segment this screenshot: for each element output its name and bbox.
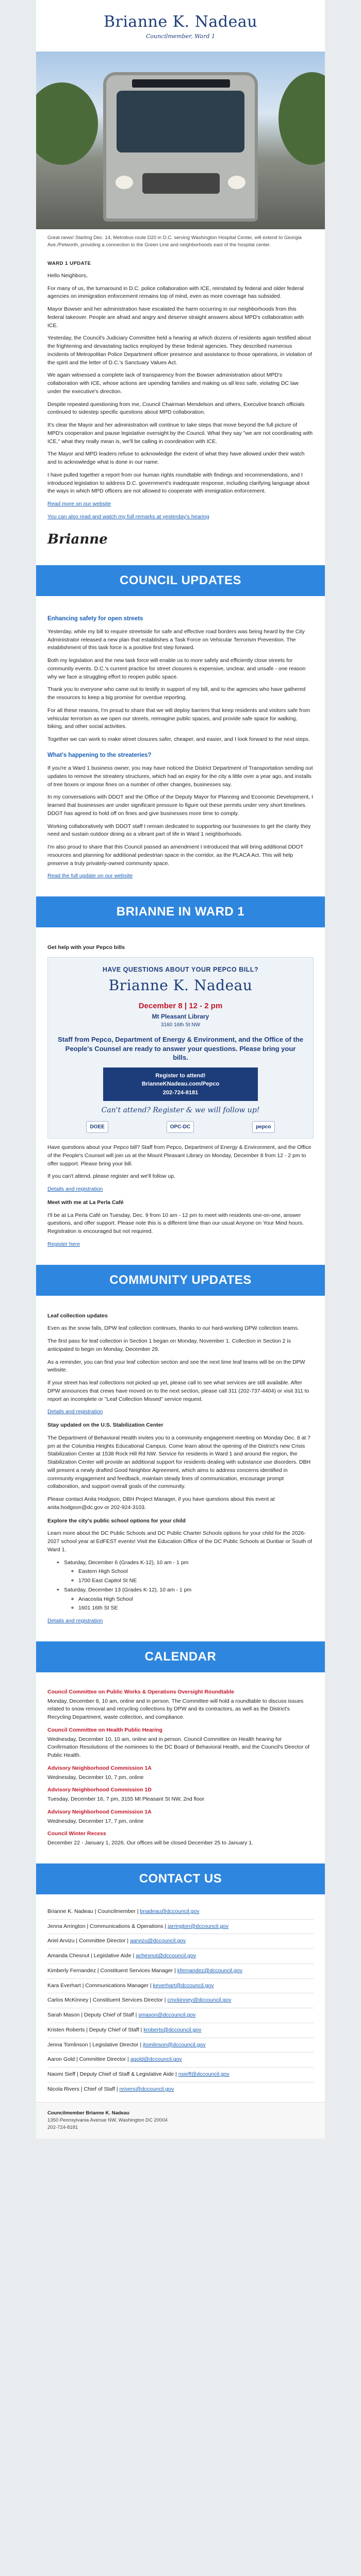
brianne-in-ward-banner: BRIANNE IN WARD 1 — [36, 896, 325, 927]
read-more-link[interactable]: Read more on our website — [47, 501, 111, 507]
ward-paragraph: I have pulled together a report from our human rights roundtable with findings and recommendations, and I introduced legislation to address D.C. government's inadequate response, including clarifying language about the ways in which MPD officers are not allowed to cooperate with immigration enforcement. — [47, 471, 310, 495]
email-link[interactable]: jarrington@dccouncil.gov — [168, 1923, 229, 1929]
ward-paragraph: We again witnessed a complete lack of transparency from the Bowser administration about MPD's collaboration with ICE, whose actions are upending families and making us all less safe, violating DC law under the executive's direction. — [47, 372, 299, 395]
ward-paragraph: Mayor Bowser and her administration have escalated the harm occurring in our neighborhoods from this federal takeover. People are afraid and angry and deserve straight answers about MPD's collaboration with ICE. — [47, 306, 304, 329]
calendar-item-body: Wednesday, December 10, 10 am, online and in person. Council Committee on Health hearing for Confirmation Resolutions of the nominees to the DC Board of Behavioral Health, and the Council's Director of Public Health. — [47, 1736, 310, 1759]
ward-paragraph: Despite repeated questioning from me, Council Chairman Mendelson and others, Executive branch officials continued to sidestep specific questions about MPD collaboration. — [47, 401, 305, 416]
newsletter-footer — [36, 2102, 325, 2139]
contact-row: Kara Everhart | Communications Manager | keverhart@dccouncil.gov — [47, 1982, 214, 1989]
paragraph: Learn more about the DC Public Schools and DC Public Charter Schools options for your child for the 2026-2027 school year at EdFEST events! Visit the Education Office of the DC Public Schools at Dunbar or South of Ward 1. — [47, 1530, 313, 1553]
calendar-item-title[interactable]: Advisory Neighborhood Commission 1D — [47, 1787, 152, 1793]
calendar-item-body: Monday, December 8, 10 am, online and in person. The Committee will hold a roundtable to discuss issues related to snow removal and recycling collections by DPW and its contractors, as well as the District's Recycling Department, waste collection, and compliance. — [47, 1698, 304, 1721]
ward-paragraph: Yesterday, the Council's Judiciary Committee held a hearing at which dozens of residents again testified about the frightening and devastating tactics employed by these federal agencies. They described numerous incidents of Metropolitan Police Department officer presence and assistance to those operations, in violation of the spirit and the letter of D.C.'s Sanctuary Values Act. — [47, 335, 312, 366]
contact-row: Carlos McKinney | Constituent Services Director | cmckinney@dccouncil.gov — [47, 1997, 232, 2004]
paragraph: I'll be at La Perla Café on Tuesday, Dec. 9 from 10 am - 12 pm to meet with residents one-on-one, answer questions, and offer support. Please note this is a different time than our usual Anyone on Your Mind hours. Registration is encouraged but not required. — [47, 1212, 304, 1235]
contact-section — [36, 1900, 325, 2102]
contact-row: Jenna Tomlinson | Legislative Director | jtomlinson@dccouncil.gov — [47, 2041, 206, 2048]
paragraph: If you're a Ward 1 business owner, you may have noticed the District Department of Transportation sending out updates to remove the streatery structures, which had an expiry for the city a little over a year ago, and installs of tree boxes or impose fines on a number of other changes, businesses say. — [47, 765, 313, 788]
greeting: Hello Neighbors, — [47, 272, 88, 279]
email-link[interactable]: bnadeau@dccouncil.gov — [140, 1908, 200, 1914]
list-item: ◦ Anacostia High School — [78, 1596, 314, 1604]
email-link[interactable]: kfernandez@dccouncil.gov — [177, 1967, 242, 1974]
register-link[interactable]: Register here — [47, 1241, 80, 1247]
contact-row: Sarah Mason | Deputy Chief of Staff | smason@dccouncil.gov — [47, 2012, 196, 2019]
section-heading: Explore the city's public school options for your child — [47, 1517, 186, 1524]
read-full-update-link[interactable]: Read the full update on our website — [47, 873, 133, 879]
details-link[interactable]: Details and registration — [47, 1186, 103, 1193]
paragraph: The first pass for leaf collection in Section 1 began on Monday, November 1. Collection in Section 2 is anticipated to begin on Monday, December 29. — [47, 1338, 291, 1352]
section-heading: Enhancing safety for open streets — [47, 615, 143, 622]
paragraph: If you can't attend, please register and we'll follow up. — [47, 1173, 175, 1180]
ward-update-label: WARD 1 UPDATE — [47, 260, 91, 266]
contact-row: Kristen Roberts | Deputy Chief of Staff | kroberts@dccouncil.gov — [47, 2026, 202, 2033]
logo-subtitle: Councilmember, Ward 1 — [145, 33, 216, 40]
contact-row: Amanda Chesnut | Legislative Aide | achesnut@dccouncil.gov — [47, 1953, 196, 1959]
ward-paragraph: The Mayor and MPD leaders refuse to acknowledge the extent of what they have allowed under their watch and to acknowledge what is done in our name. — [47, 451, 305, 465]
flyer-address: 3160 16th St NW — [160, 1022, 201, 1028]
list-item: ◦ Eastern High School — [78, 1568, 314, 1576]
doee-logo: DOEE — [86, 1121, 108, 1133]
paragraph: If your street has leaf collections not picked up yet, please call to see what services are still available. After DPW announces that crews have moved on to the next section, please call 311 (202-737-4404) or visit 311 to report an incomplete or "Leaf Collection Missed" service request. — [47, 1380, 309, 1402]
email-link[interactable]: agold@dccouncil.gov — [130, 2056, 182, 2063]
ward-update-section — [36, 249, 325, 560]
calendar-item-title[interactable]: Council Committee on Health Public Hearing — [47, 1726, 162, 1733]
flyer-description: Staff from Pepco, Department of Energy & Environment, and the Office of the People's Counsel are ready to answer your questions. Please bring your bills. — [58, 1036, 303, 1062]
paragraph: For all these reasons, I'm proud to share that we will deploy barriers that keep residents and visitors safe from vehicular terrorism as we open our streets, reimagine public spaces, and provide safe space for walking, biking, and other social activities. — [47, 707, 310, 730]
flyer-contact: BrianneKNadeau.com/Pepco — [141, 1081, 220, 1088]
community-updates-banner: COMMUNITY UPDATES — [36, 1265, 325, 1296]
contact-row: Naomi Sieff | Deputy Chief of Staff & Legislative Aide | nsieff@dccouncil.gov — [47, 2071, 229, 2078]
email-link[interactable]: nsieff@dccouncil.gov — [178, 2071, 229, 2078]
calendar-item-body: Wednesday, December 17, 7 pm, online — [47, 1818, 144, 1824]
hero-caption: Great news! Starting Dec. 14, Metrobus route D20 in D.C. serving Washington Hospital Center, will extend to Georgia Ave./Petworth, providing a connection to the Green Line and neighborhoods east of the hospital center. — [47, 235, 302, 248]
community-updates-section — [36, 1301, 325, 1636]
flyer-logo-name: Brianne K. Nadeau — [108, 976, 253, 994]
brianne-in-ward-section — [36, 933, 325, 1260]
bus-illustration — [103, 72, 258, 222]
section-heading: Leaf collection updates — [47, 1312, 108, 1319]
calendar-item-title[interactable]: Advisory Neighborhood Commission 1A — [47, 1765, 152, 1771]
newsletter-header — [36, 0, 325, 52]
footer-name: Councilmember Brianne K. Nadeau — [47, 2110, 129, 2116]
opc-logo: OPC-DC — [167, 1121, 194, 1133]
list-item: ◦ 1700 East Capitol St NE — [78, 1577, 314, 1585]
email-link[interactable]: aarvizu@dccouncil.gov — [130, 1938, 186, 1944]
calendar-item-body: December 22 - January 1, 2026. Our offices will be closed December 25 to January 1. — [47, 1840, 254, 1846]
logo-name: Brianne K. Nadeau — [103, 13, 258, 31]
email-link[interactable]: cmckinney@dccouncil.gov — [167, 1997, 232, 2004]
paragraph: Have questions about your Pepco bill? Staff from Pepco, Department of Energy & Environment, and the Office of the People's Counsel will join us at the Mount Pleasant Library on Monday, December 8 from 12 - 2 pm to offer support. Please bring your bill. — [47, 1144, 311, 1167]
paragraph: Working collaboratively with DDOT staff I remain dedicated to supporting our businesses to get the clarity they need and sustain outdoor dining as a vibrant part of life in Ward 1 neighborhoods. — [47, 823, 311, 838]
details-link[interactable]: Details and registration — [47, 1618, 103, 1624]
paragraph: In my conversations with DDOT and the Office of the Deputy Mayor for Planning and Economic Development, I learned that businesses are under significant pressure to figure out these permits under very short timelines. DDOT has agreed to hold off on fines and give businesses more time to comply. — [47, 794, 313, 817]
email-link[interactable]: kroberts@dccouncil.gov — [143, 2026, 202, 2033]
contact-row: Ariel Arvizu | Committee Director | aarvizu@dccouncil.gov — [47, 1938, 186, 1944]
ward-paragraph: For many of us, the turnaround in D.C. police collaboration with ICE, reinstated by federal and older federal agencies on immigration enforcement remains top of mind, even as more coverage has subsided. — [47, 285, 304, 300]
email-link[interactable]: keverhart@dccouncil.gov — [153, 1982, 214, 1989]
hero-image-bus — [36, 52, 325, 229]
email-link[interactable]: smason@dccouncil.gov — [138, 2012, 196, 2019]
paragraph: Together we can work to make street closures safer, cheaper, and easier, and I look forward to the next steps. — [47, 736, 310, 742]
council-updates-banner: COUNCIL UPDATES — [36, 565, 325, 596]
footer-phone: 202-724-8181 — [47, 2125, 78, 2131]
paragraph: Yesterday, while my bill to require streetside for safe and effective road borders was being heard by the City Administrator released a new plan that establishes a Task Force on Vehicular Terrorism Prevention. The establishment of this task force is a positive first step forward. — [47, 628, 305, 651]
calendar-banner: CALENDAR — [36, 1641, 325, 1672]
flyer-register: Register to attend! — [155, 1072, 206, 1079]
flyer-script: Can't attend? Register & we will follow up! — [101, 1106, 260, 1115]
councilmember-logo — [104, 10, 257, 41]
flyer-question: HAVE QUESTIONS ABOUT YOUR PEPCO BILL? — [102, 965, 259, 973]
contact-row: Brianne K. Nadeau | Councilmember | bnadeau@dccouncil.gov — [47, 1908, 200, 1914]
section-heading: Get help with your Pepco bills — [47, 944, 125, 951]
newsletter — [36, 0, 325, 2139]
calendar-item-title[interactable]: Council Committee on Public Works & Operations Oversight Roundtable — [47, 1688, 235, 1695]
section-heading: What's happening to the streateries? — [47, 752, 152, 758]
pepco-logo: pepco — [252, 1121, 274, 1133]
paragraph: I'm also proud to share that this Council passed an amendment I introduced that will bring additional DDOT resources and planning for additional pedestrian space in the corridor, as the PLACA Act. This will help preserve a truly privately-owned community space. — [47, 844, 304, 867]
section-heading: Stay updated on the U.S. Stabilization Center — [47, 1422, 163, 1429]
list-item: • Saturday, December 6 (Grades K-12), 10 am - 1 pm ◦ Eastern High School ◦ 1700 East Capitol St NE — [64, 1559, 314, 1585]
contact-row: Nicola Rivers | Chief of Staff | nrivers@dccouncil.gov — [47, 2086, 174, 2092]
paragraph: Even as the snow falls, DPW leaf collection continues, thanks to our hard-working DPW collection teams. — [47, 1325, 299, 1332]
calendar-item-body: Tuesday, December 16, 7 pm, 3155 Mt Pleasant St NW, 2nd floor — [47, 1796, 205, 1803]
paragraph: Thank you to everyone who came out to testify in support of my bill, and to the agencies who have gathered the resources to keep a big promise for overdue reporting. — [47, 686, 306, 701]
calendar-section — [36, 1677, 325, 1858]
calendar-item-title[interactable]: Advisory Neighborhood Commission 1A — [47, 1808, 152, 1815]
paragraph: Please contact Anita Hodgson, DBH Project Manager, if you have questions about this event at anita.hodgson@dc.gov or 202-924-3103. — [47, 1496, 275, 1511]
list-item: • Saturday, December 13 (Grades K-12), 10 am - 1 pm ◦ Anacostia High School ◦ 1601 16th St SE — [64, 1586, 314, 1613]
pepco-flyer — [47, 957, 314, 1139]
council-updates-section — [36, 601, 325, 892]
calendar-item-body: Wednesday, December 10, 7 pm, online — [47, 1774, 144, 1781]
contact-row: Aaron Gold | Committee Director | agold@dccouncil.gov — [47, 2056, 182, 2063]
edfest-events-list — [64, 1559, 314, 1613]
flyer-phone: 202-724-8181 — [162, 1089, 199, 1096]
ward-paragraph: It's clear the Mayor and her administration will continue to take steps that move beyond the full picture of MPD's cooperation and pause legislative oversight by the Council. What they say "we are not coordinating with ICE," what they really mean is, we'll be calling in coordination with ICE. — [47, 422, 313, 445]
paragraph: Both my legislation and the new task force will enable us to more safely and efficiently close streets for community events. D.C.'s current practice for street closures is expensive, unclear, and unsafe - one reason why we face a struggling effort to reopen public space. — [47, 657, 306, 680]
email-link[interactable]: achesnut@dccouncil.gov — [136, 1953, 196, 1959]
calendar-item-title[interactable]: Council Winter Recess — [47, 1831, 106, 1837]
paragraph: The Department of Behavioral Health invites you to a community engagement meeting on Monday Dec. 8 at 7 pm at the Columbia Heights Educational Campus. Come learn about the opening of the District's new Crisis Stabilization Center at 1538 Rock Hill Rd NW. Service for residents in Ward 1 and around the region, the Stabilization Center will provide an additional support for residents dealing with substance use disorders. DBH will present a newly drafted Good Neighbor Agreement, which aims to address concerns identified in community engagement and feedback, maintain steady lines of communication, encourage prompt collaboration, and support overall goals of the community. — [47, 1434, 311, 1490]
list-item: ◦ 1601 16th St SE — [78, 1604, 314, 1613]
partner-logos — [57, 1121, 304, 1133]
contact-row: Kimberly Fernandez | Constituent Services Manager | kfernandez@dccouncil.gov — [47, 1967, 242, 1974]
contact-banner: CONTACT US — [36, 1863, 325, 1894]
email-link[interactable]: nrivers@dccouncil.gov — [119, 2086, 174, 2092]
footer-address: 1350 Pennsylvania Avenue NW, Washington DC 20004 — [47, 2117, 168, 2123]
hearing-remarks-link[interactable]: You can also read and watch my full remarks at yesterday's hearing — [47, 513, 209, 520]
email-link[interactable]: jtomlinson@dccouncil.gov — [143, 2041, 206, 2048]
flyer-place: Mt Pleasant Library — [152, 1013, 209, 1020]
flyer-register-box[interactable] — [103, 1067, 258, 1101]
section-heading: Meet with me at La Perla Café — [47, 1199, 124, 1206]
signature: Brianne — [47, 531, 108, 547]
details-link[interactable]: Details and registration — [47, 1409, 103, 1415]
paragraph: As a reminder, you can find your leaf collection section and see the next time leaf teams will be on the DPW website. — [47, 1359, 305, 1374]
contact-row: Jenna Arrington | Communications & Operations | jarrington@dccouncil.gov — [47, 1923, 229, 1929]
flyer-date: December 8 | 12 - 2 pm — [138, 1001, 223, 1010]
